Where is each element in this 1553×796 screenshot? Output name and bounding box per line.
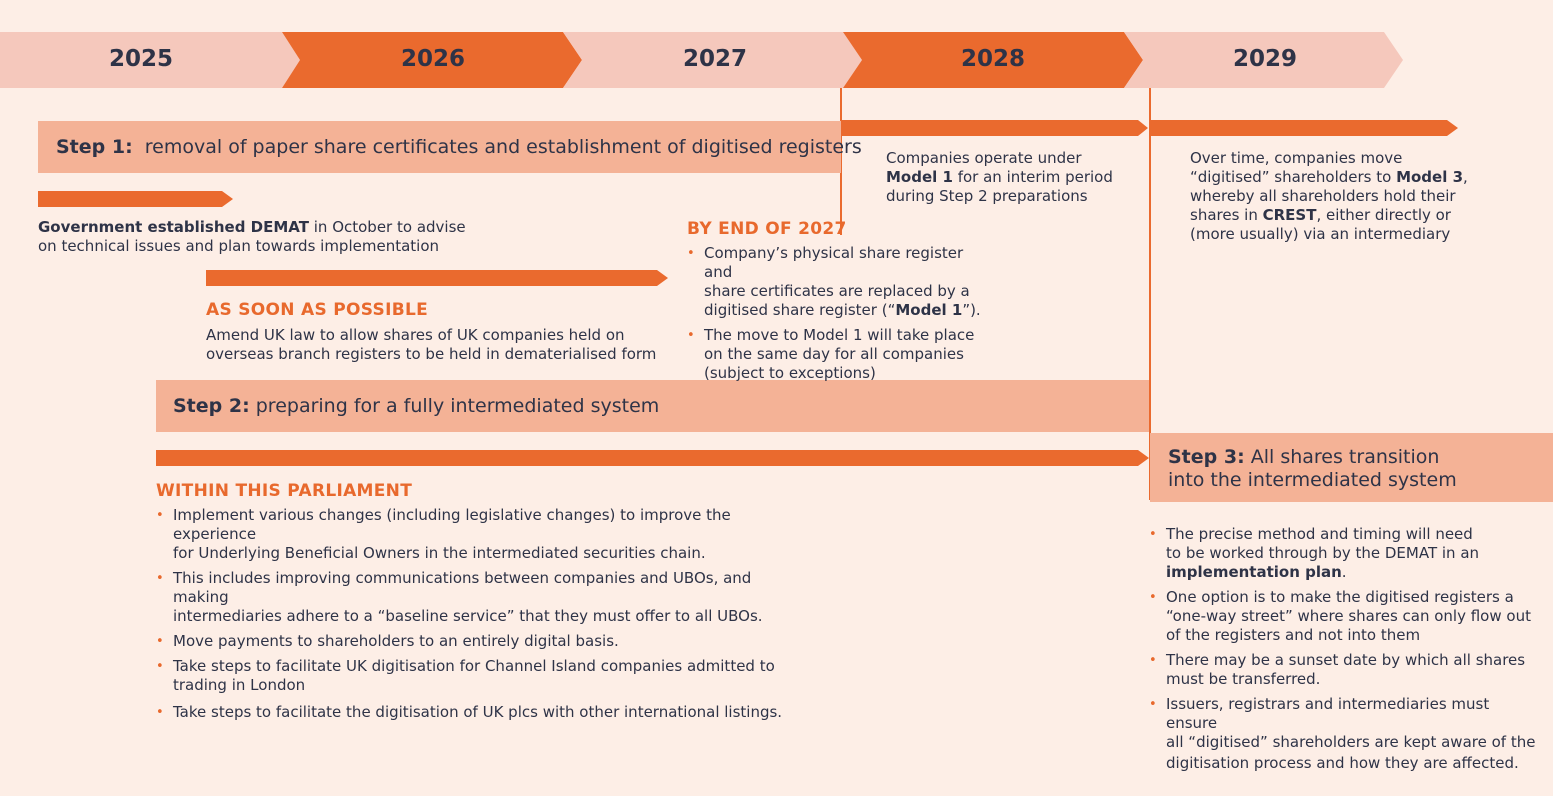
- bullet-icon: •: [1149, 527, 1157, 542]
- model1-line2: Model 1 for an interim period: [886, 168, 1113, 186]
- year-2027: 2027: [682, 46, 747, 72]
- bullet-icon: •: [1149, 653, 1157, 668]
- bullet-icon: •: [156, 634, 164, 649]
- year-2028: 2028: [960, 46, 1025, 72]
- arrow-model1: [842, 120, 1148, 136]
- model3-line1: Over time, companies move: [1190, 149, 1403, 167]
- asap-line2: overseas branch registers to be held in dematerialised form: [206, 345, 657, 363]
- arrow-model3: [1151, 120, 1458, 136]
- step1-label: Step 1:: [56, 136, 133, 158]
- model1-line1: Companies operate under: [886, 149, 1082, 167]
- parliament-item-5: • Take steps to facilitate the digitisation of UK plcs with other international listings.: [156, 703, 783, 721]
- bullet-icon: •: [156, 705, 164, 720]
- end2027-item2-line2: on the same day for all companies: [704, 345, 964, 363]
- model3-text: [1190, 149, 1468, 244]
- parliament-list: [156, 506, 796, 728]
- parliament-item-2: • This includes improving communications between companies and UBOs, and making intermediaries adhere to a “baseline service” that they must offer to all UBOs.: [156, 569, 763, 625]
- asap-heading: AS SOON AS POSSIBLE: [206, 300, 428, 320]
- bullet-icon: •: [156, 659, 164, 674]
- parliament-heading: WITHIN THIS PARLIAMENT: [156, 481, 413, 501]
- year-2025: 2025: [108, 46, 173, 72]
- step1-text: removal of paper share certificates and establishment of digitised registers: [144, 136, 862, 158]
- step3-item-4: • Issuers, registrars and intermediaries must ensure all “digitised” shareholders are kept aware of the digitisation process and how they are affected.: [1149, 695, 1536, 772]
- year-2029: 2029: [1232, 46, 1297, 72]
- asap-text: [206, 326, 656, 364]
- end2027-item1-line2: share certificates are replaced by a: [704, 282, 970, 300]
- step3-item-2: • One option is to make the digitised registers a “one-way street” where shares can only flow out of the registers and not into them: [1149, 588, 1531, 644]
- model1-interim-text: [886, 149, 1113, 206]
- bullet-icon: •: [687, 328, 695, 343]
- bullet-icon: •: [687, 246, 695, 261]
- step1-title: [56, 136, 862, 158]
- step3-item-3: • There may be a sunset date by which all shares must be transferred.: [1149, 651, 1526, 688]
- step3-text-line2: into the intermediated system: [1168, 469, 1457, 491]
- demat-text: [38, 218, 466, 256]
- step3-text-line1: All shares transition: [1250, 446, 1440, 468]
- parliament-item-4: • Take steps to facilitate UK digitisation for Channel Island companies admitted to trading in London: [156, 657, 775, 694]
- step3-label: Step 3:: [1168, 446, 1245, 468]
- end2027-item1-line3: digitised share register (“Model 1”).: [704, 301, 981, 319]
- model3-line3: whereby all shareholders hold their: [1190, 187, 1456, 205]
- step2-title: [173, 395, 659, 417]
- model3-line4: shares in CREST, either directly or: [1190, 206, 1451, 224]
- demat-rest: in October to advise: [308, 218, 466, 236]
- step3-list: [1149, 525, 1544, 779]
- model3-line5: (more usually) via an intermediary: [1190, 225, 1451, 243]
- end2027-list: [687, 244, 987, 389]
- model3-line2: “digitised” shareholders to Model 3,: [1190, 168, 1468, 186]
- end2027-item-2: [687, 326, 987, 383]
- demat-bold: Government established DEMAT: [38, 218, 309, 236]
- step3-item-1: • The precise method and timing will need to be worked through by the DEMAT in an implementation plan.: [1149, 525, 1480, 581]
- year-2026: 2026: [400, 46, 465, 72]
- bullet-icon: •: [1149, 697, 1157, 712]
- end2027-item1-line1: Company’s physical share register and: [704, 244, 964, 281]
- bullet-icon: •: [156, 571, 164, 586]
- arrow-parliament: [156, 450, 1149, 466]
- step3-title: [1168, 446, 1457, 492]
- bullet-icon: •: [156, 508, 164, 523]
- step2-label: Step 2:: [173, 395, 250, 417]
- asap-line1: Amend UK law to allow shares of UK companies held on: [206, 326, 625, 344]
- end2027-item2-line1: The move to Model 1 will take place: [704, 326, 975, 344]
- step2-text: preparing for a fully intermediated system: [255, 395, 660, 417]
- end2027-heading: BY END OF 2027: [687, 219, 847, 239]
- model1-line3: during Step 2 preparations: [886, 187, 1088, 205]
- parliament-item-3: • Move payments to shareholders to an entirely digital basis.: [156, 632, 619, 650]
- parliament-item-1: • Implement various changes (including legislative changes) to improve the experience for Underlying Beneficial Owners in the intermediated securities chain.: [156, 506, 731, 562]
- bullet-icon: •: [1149, 590, 1157, 605]
- arrow-asap: [206, 270, 668, 286]
- arrow-demat: [38, 191, 233, 207]
- end2027-item-1: [687, 244, 987, 320]
- demat-line2: on technical issues and plan towards implementation: [38, 237, 440, 255]
- end2027-item2-line3: (subject to exceptions): [704, 364, 876, 382]
